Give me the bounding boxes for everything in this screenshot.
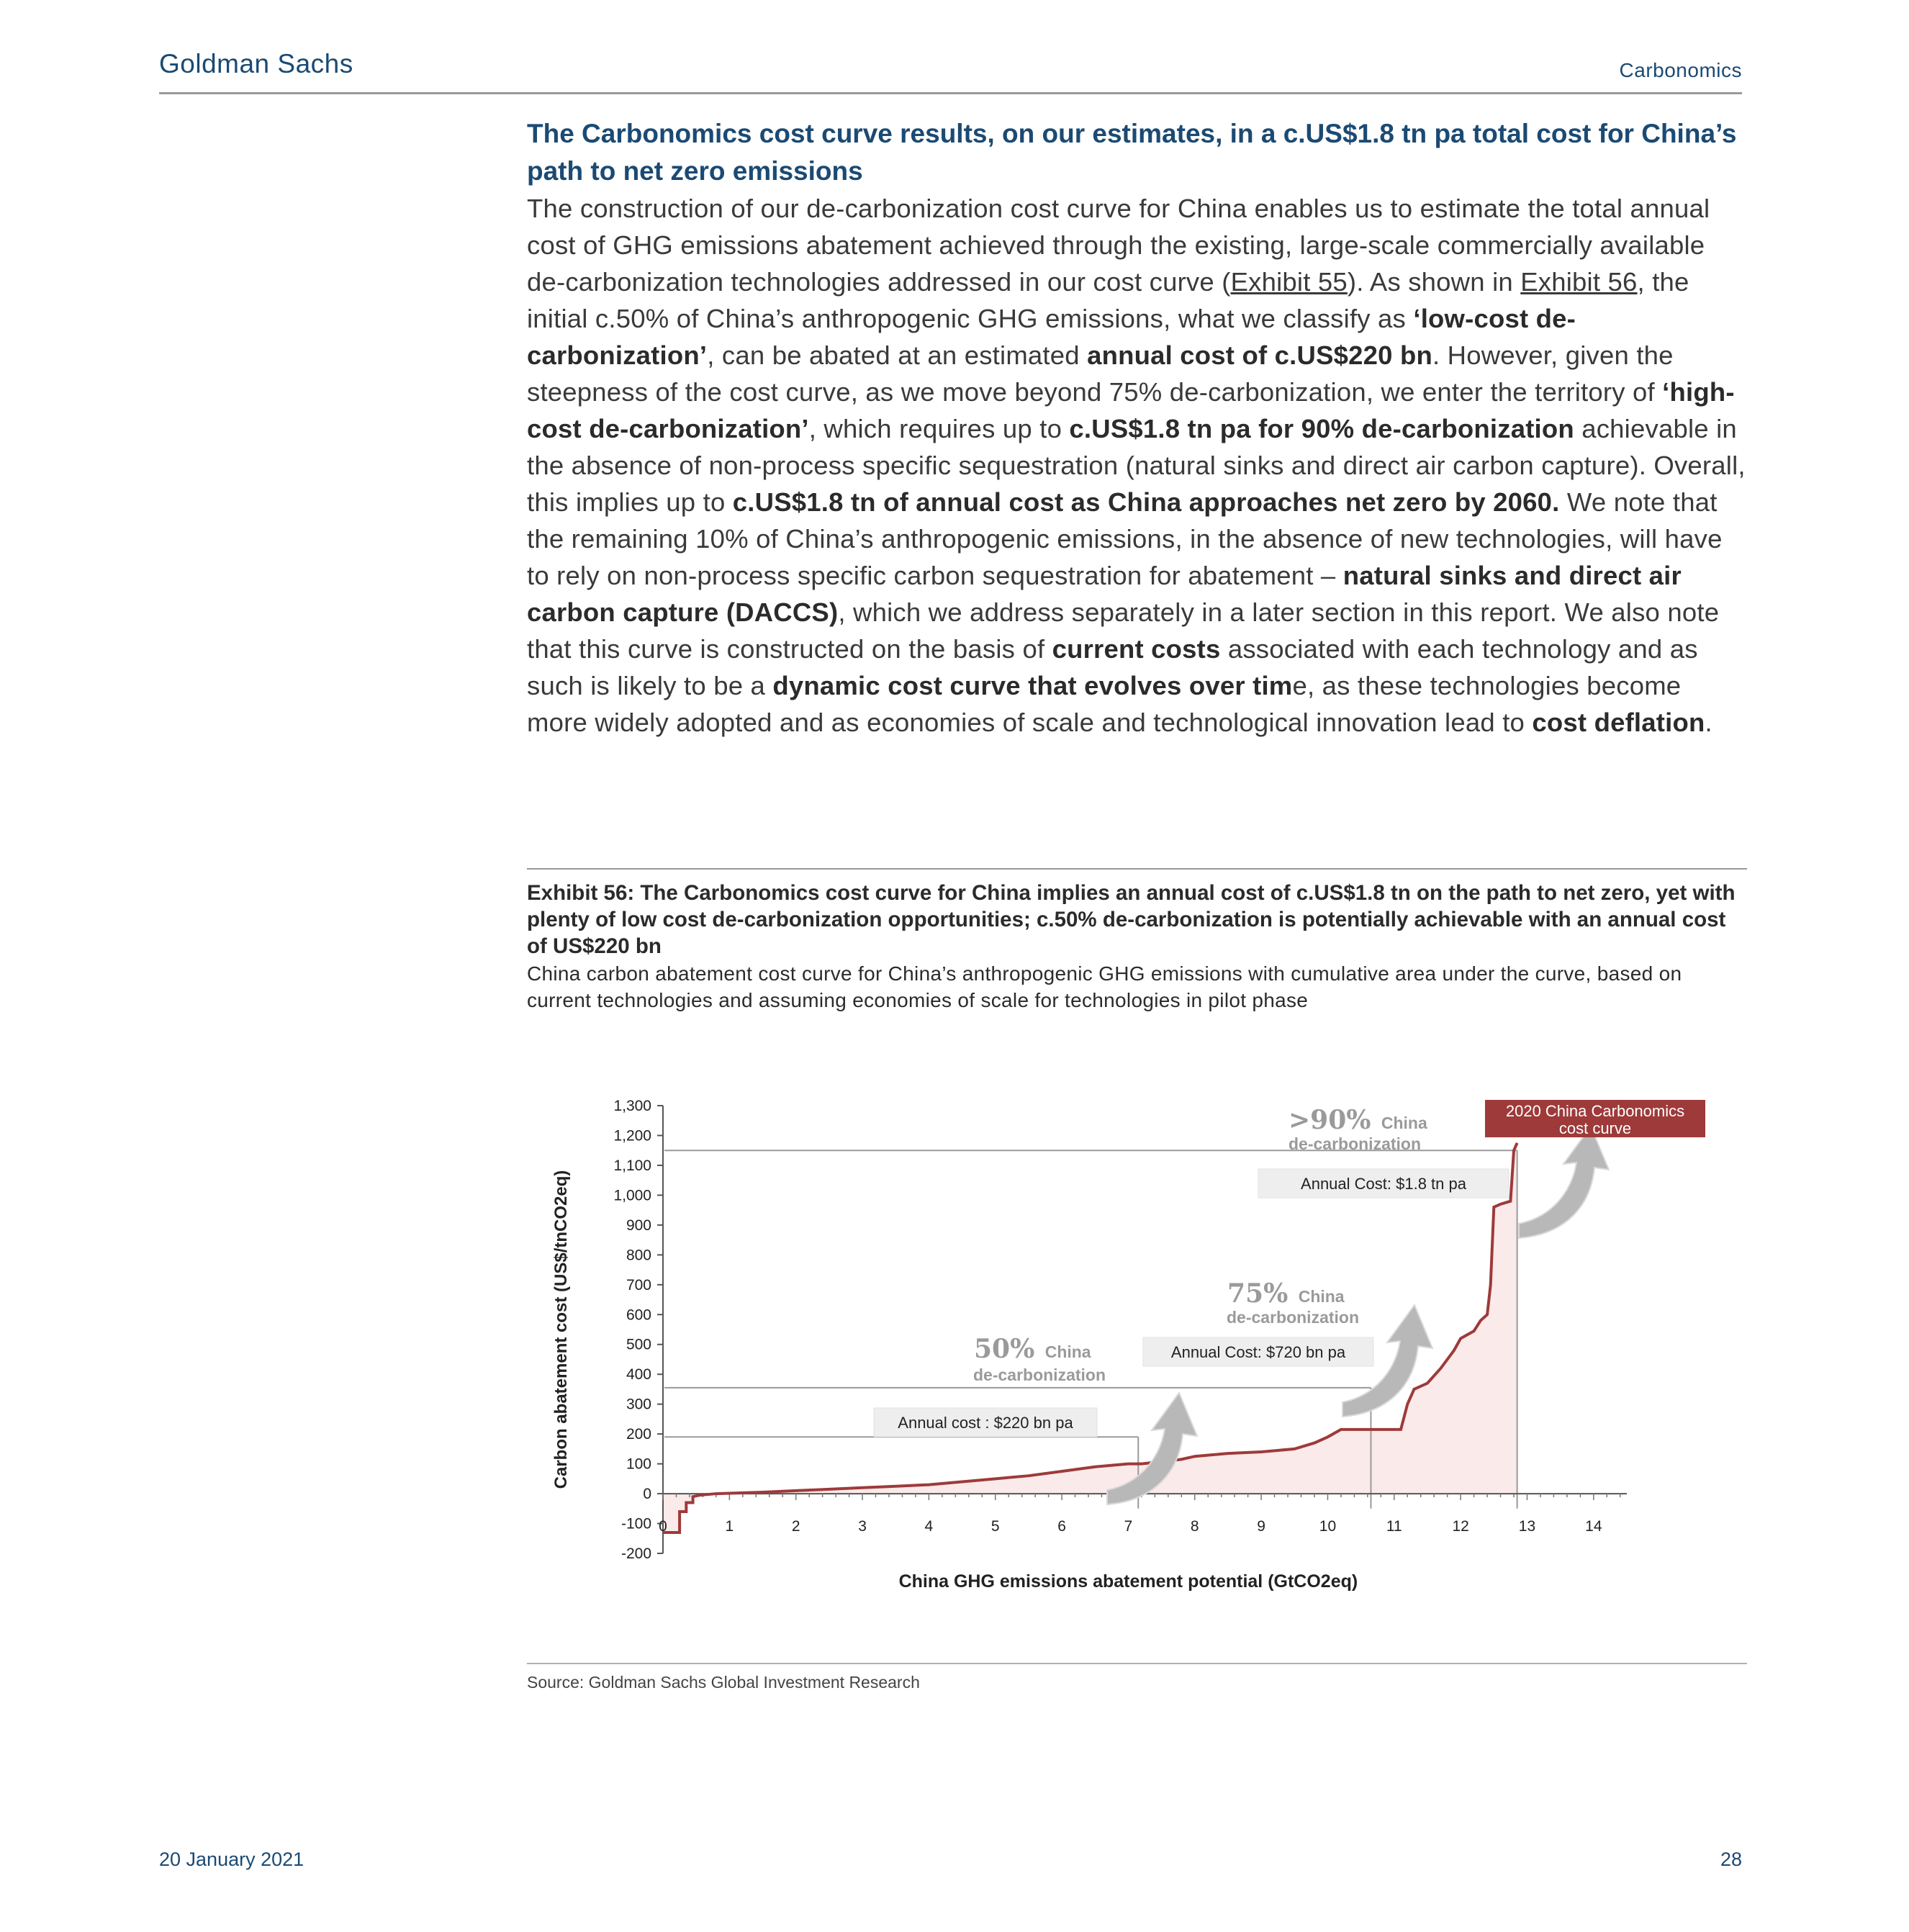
legend-label-line2: cost curve: [1558, 1119, 1632, 1137]
pct-subheading-1: de-carbonization: [973, 1366, 1106, 1384]
pct-heading-1: [974, 1334, 1091, 1364]
bold-run: annual cost of c.US$220 bn: [1087, 340, 1432, 370]
x-axis-title: China GHG emissions abatement potential (GtCO2eq): [898, 1571, 1358, 1592]
x-tick-label: 9: [1257, 1518, 1265, 1535]
bold-run: dynamic cost curve that evolves over tim: [772, 671, 1293, 700]
text-run: , can be abated at an estimated: [707, 340, 1088, 370]
exhibit-divider: [527, 868, 1747, 870]
bold-run: current costs: [1052, 634, 1221, 664]
cost-curve-chart: [533, 1080, 1728, 1612]
section-name: Carbonomics: [1619, 59, 1742, 81]
y-tick-label: 600: [626, 1306, 651, 1324]
y-tick-label: 300: [626, 1396, 651, 1413]
y-tick-label: 900: [626, 1216, 651, 1234]
exhibit-56-link[interactable]: Exhibit 56: [1520, 267, 1638, 297]
y-tick-label: 500: [626, 1336, 651, 1353]
bold-run: natural sinks and direct air carbon capture (DACCS): [527, 561, 1682, 627]
annual-cost-label-1: Annual cost : $220 bn pa: [898, 1414, 1073, 1432]
x-tick-label: 6: [1057, 1518, 1066, 1535]
legend-label-line1: 2020 China Carbonomics: [1505, 1102, 1685, 1120]
x-tick-label: 10: [1319, 1518, 1337, 1535]
x-tick-label: 4: [924, 1518, 934, 1535]
main-content: [527, 115, 1747, 741]
text-run: achievable in the absence of non-process specific sequestration (natural sinks and direct air carbon capture). Overall, this implies up to: [527, 414, 1746, 517]
y-tick-label: -100: [620, 1515, 651, 1532]
section-title: The Carbonomics cost curve results, on our estimates, in a c.US$1.8 tn pa total cost for China’s path to net zero emissions: [527, 119, 1737, 186]
y-tick-label: 100: [626, 1455, 651, 1473]
x-tick-label: 14: [1585, 1518, 1602, 1535]
y-tick-label: 0: [643, 1486, 651, 1503]
y-tick-label: -200: [620, 1545, 651, 1562]
pct-country: China: [1294, 1287, 1345, 1306]
exhibit-title: Exhibit 56: The Carbonomics cost curve for China implies an annual cost of c.US$1.8 tn on the path to net zero, yet with plenty of low cost de-carbonization opportunities; c.50% de-carbonization is potentially achievable with an annual cost of US$220 bn: [527, 881, 1736, 958]
y-tick-label: 1,200: [613, 1127, 651, 1145]
y-tick-label: 700: [626, 1276, 651, 1294]
exhibit-subtitle: China carbon abatement cost curve for China’s anthropogenic GHG emissions with cumulative area under the curve, based on current technologies and assuming economies of scale for technologies in pilot phase: [527, 962, 1682, 1011]
y-tick-label: 1,100: [613, 1157, 651, 1174]
x-tick-label: 3: [858, 1518, 867, 1535]
x-tick-label: 1: [725, 1518, 734, 1535]
annual-cost-label-3: Annual Cost: $1.8 tn pa: [1301, 1175, 1466, 1193]
text-run: , which we address separately in a later section in this report. We also note that this curve is constructed on the basis of: [527, 597, 1720, 664]
y-tick-label: 1,300: [613, 1098, 651, 1114]
x-tick-label: 0: [659, 1518, 667, 1535]
text-run: , which requires up to: [808, 414, 1070, 443]
footer-date: 20 January 2021: [159, 1849, 304, 1870]
text-run: . However, given the steepness of the cost curve, as we move beyond 75% de-carbonization, we enter the territory of: [527, 340, 1674, 407]
text-run: The construction of our de-carbonization cost curve for China enables us to estimate the total annual cost of GHG emissions abatement achieved through the existing, large-scale commercially available de-carbonization technologies addressed in our cost curve (: [527, 194, 1710, 297]
source-divider: [527, 1663, 1747, 1664]
pct-subheading-2: de-carbonization: [1227, 1308, 1360, 1327]
bold-run: ‘low-cost de-carbonization’: [527, 304, 1576, 370]
pct-country: China: [1040, 1342, 1091, 1361]
pct-country: China: [1376, 1114, 1427, 1132]
y-tick-label: 200: [626, 1426, 651, 1443]
bold-run: c.US$1.8 tn pa for 90% de-carbonization: [1069, 414, 1574, 443]
x-tick-label: 8: [1190, 1518, 1199, 1535]
pct-value: 75%: [1227, 1278, 1289, 1309]
pct-value: 50%: [974, 1334, 1035, 1364]
bold-run: c.US$1.8 tn of annual cost as China approaches net zero by 2060.: [732, 487, 1560, 517]
x-tick-label: 12: [1452, 1518, 1469, 1535]
body-paragraph: [527, 190, 1747, 741]
cumulative-area-fill: [663, 1143, 1517, 1532]
text-run: e, as these technologies become more widely adopted and as economies of scale and technological innovation lead to: [527, 671, 1682, 737]
page-number: 28: [1720, 1849, 1742, 1870]
y-tick-label: 1,000: [613, 1187, 651, 1204]
text-run: ). As shown in: [1347, 267, 1521, 297]
y-axis-title: Carbon abatement cost (US$/tnCO2eq): [551, 1170, 571, 1489]
text-run: .: [1705, 708, 1712, 737]
pct-value: >90%: [1289, 1105, 1371, 1135]
bold-run: ‘high-cost de-carbonization’: [527, 377, 1735, 443]
x-tick-label: 13: [1518, 1518, 1536, 1535]
arrow-90pct-icon: [1519, 1127, 1609, 1238]
y-tick-label: 400: [626, 1366, 651, 1383]
pct-heading-3: [1289, 1105, 1427, 1135]
text-run: , the initial c.50% of China’s anthropogenic GHG emissions, what we classify as: [527, 267, 1689, 333]
brand-name: Goldman Sachs: [159, 49, 353, 78]
x-tick-label: 2: [791, 1518, 800, 1535]
pct-subheading-3: de-carbonization: [1289, 1134, 1422, 1153]
pct-heading-2: [1227, 1278, 1345, 1309]
x-tick-label: 5: [990, 1518, 1000, 1535]
x-tick-label: 11: [1386, 1518, 1402, 1535]
annual-cost-label-2: Annual Cost: $720 bn pa: [1170, 1343, 1346, 1361]
header-divider: [159, 92, 1742, 94]
exhibit-55-link[interactable]: Exhibit 55: [1230, 267, 1348, 297]
y-tick-label: 800: [626, 1247, 651, 1264]
text-run: associated with each technology and as such is likely to be a: [527, 634, 1698, 700]
source-note: Source: Goldman Sachs Global Investment Research: [527, 1673, 920, 1692]
x-tick-label: 7: [1124, 1518, 1133, 1535]
text-run: We note that the remaining 10% of China’s anthropogenic emissions, in the absence of new technologies, will have to rely on non-process specific carbon sequestration for abatement –: [527, 487, 1723, 590]
bold-run: cost deflation: [1532, 708, 1705, 737]
